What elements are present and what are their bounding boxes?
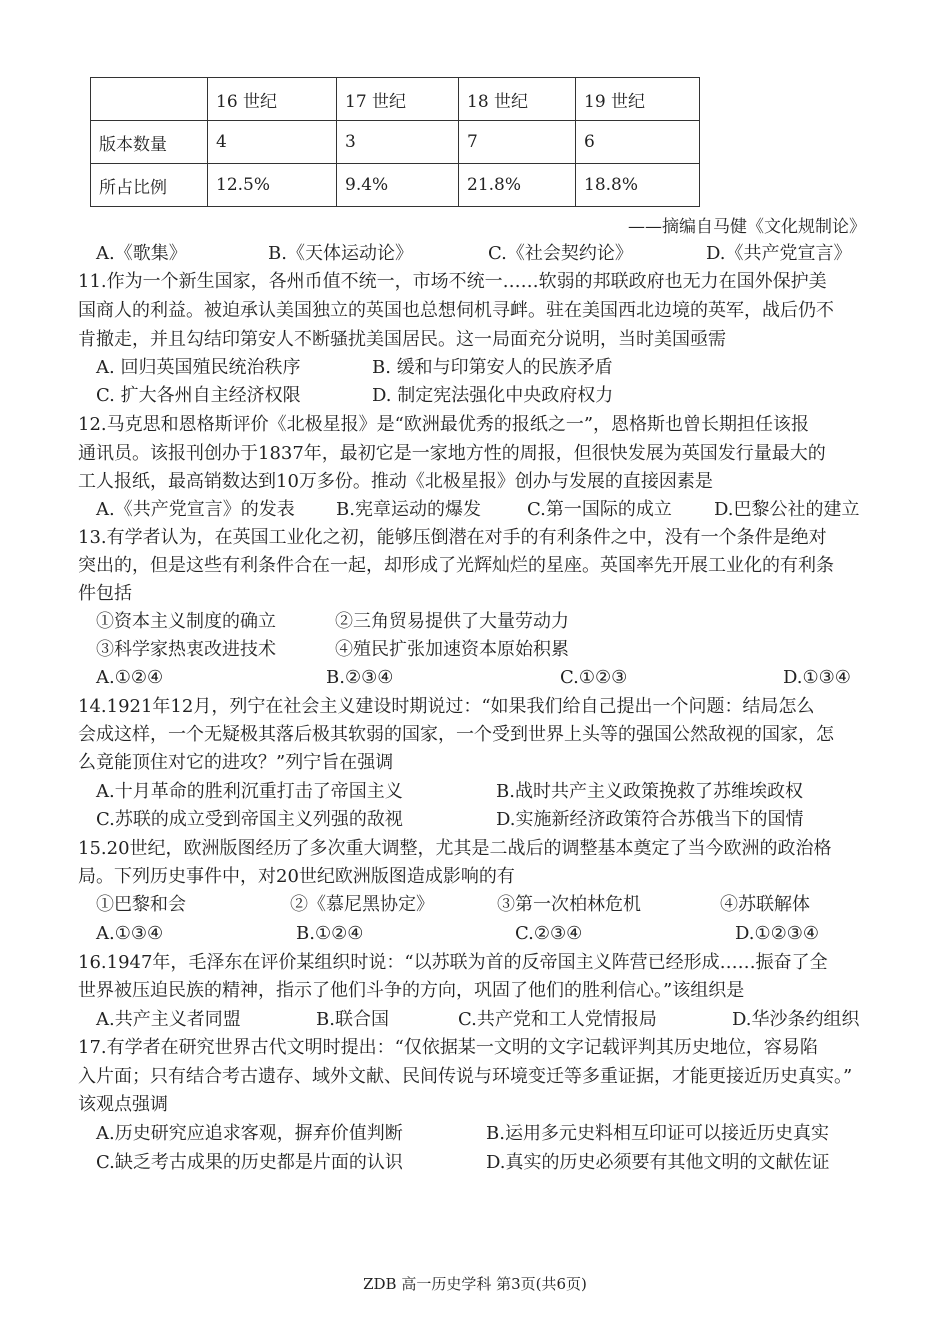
q14-option-c[interactable]: C.苏联的成立受到帝国主义列强的敌视 xyxy=(96,809,403,830)
q17-option-c[interactable]: C.缺乏考古成果的历史都是片面的认识 xyxy=(96,1152,403,1173)
q16-option-a[interactable]: A.共产主义者同盟 xyxy=(96,1009,241,1030)
table-cell: 17 世纪 xyxy=(337,78,459,121)
q13-option-c[interactable]: C.①②③ xyxy=(560,667,628,688)
q17-stem-line: 17.有学者在研究世界古代文明时提出：“仅依据某一文明的文字记载评判其历史地位，容易陷 xyxy=(78,1037,818,1058)
q14-stem-line: 么竟能顶住对它的进攻？”列宁旨在强调 xyxy=(78,752,394,773)
q10-option-b[interactable]: B.《天体运动论》 xyxy=(268,243,413,264)
table-cell: 3 xyxy=(337,121,459,164)
q12-option-d[interactable]: D.巴黎公社的建立 xyxy=(714,499,860,520)
q13-item: ④殖民扩张加速资本原始积累 xyxy=(335,639,569,660)
q12-stem-line: 通讯员。该报刊创办于1837年，最初它是一家地方性的周报，但很快发展为英国发行量最大的 xyxy=(78,443,826,464)
q11-stem-line: 11.作为一个新生国家，各州币值不统一，市场不统一……软弱的邦联政府也无力在国外保护美 xyxy=(78,271,827,292)
q13-item: ②三角贸易提供了大量劳动力 xyxy=(335,611,569,632)
q15-option-b[interactable]: B.①②④ xyxy=(296,923,364,944)
q10-option-d[interactable]: D.《共产党宣言》 xyxy=(706,243,852,264)
q14-stem-line: 14.1921年12月，列宁在社会主义建设时期说过：“如果我们给自己提出一个问题：结局怎么 xyxy=(78,696,815,717)
q13-stem-line: 13.有学者认为，在英国工业化之初，能够压倒潜在对手的有利条件之中，没有一个条件是绝对 xyxy=(78,527,827,548)
q16-stem-line: 16.1947年，毛泽东在评价某组织时说：“以苏联为首的反帝国主义阵营已经形成……振奋了全 xyxy=(78,952,828,973)
q12-stem-line: 工人报纸，最高销数达到10万多份。推动《北极星报》创办与发展的直接因素是 xyxy=(78,471,713,492)
source-citation: ——摘编自马健《文化规制论》 xyxy=(628,217,866,237)
q15-item: ②《慕尼黑协定》 xyxy=(290,894,434,915)
q13-stem-line: 突出的，但是这些有利条件合在一起，却形成了光辉灿烂的星座。英国率先开展工业化的有利条 xyxy=(78,555,834,576)
q13-option-b[interactable]: B.②③④ xyxy=(326,667,394,688)
q15-item: ④苏联解体 xyxy=(720,894,810,915)
q16-stem-line: 世界被压迫民族的精神，指示了他们斗争的方向，巩固了他们的胜利信心。”该组织是 xyxy=(78,980,745,1001)
q14-option-b[interactable]: B.战时共产主义政策挽救了苏维埃政权 xyxy=(496,781,803,802)
q15-item: ③第一次柏林危机 xyxy=(497,894,641,915)
q12-stem-line: 12.马克思和恩格斯评价《北极星报》是“欧洲最优秀的报纸之一”，恩格斯也曾长期担任该报 xyxy=(78,414,810,435)
q10-option-a[interactable]: A.《歌集》 xyxy=(96,243,187,264)
table-cell: 9.4% xyxy=(337,164,459,207)
q12-option-a[interactable]: A.《共产党宣言》的发表 xyxy=(96,499,295,520)
table-row xyxy=(91,121,700,164)
q11-option-b[interactable]: B. 缓和与印第安人的民族矛盾 xyxy=(372,357,613,378)
table-cell: 18.8% xyxy=(576,164,700,207)
q15-option-c[interactable]: C.②③④ xyxy=(515,923,583,944)
q13-stem-line: 件包括 xyxy=(78,583,132,604)
q10-option-c[interactable]: C.《社会契约论》 xyxy=(488,243,633,264)
q11-stem-line: 国商人的利益。被迫承认美国独立的英国也总想伺机寻衅。驻在美国西北边境的英军，战后仍不 xyxy=(78,300,834,321)
table-cell: 12.5% xyxy=(208,164,337,207)
q12-option-c[interactable]: C.第一国际的成立 xyxy=(527,499,672,520)
q16-option-c[interactable]: C.共产党和工人党情报局 xyxy=(458,1009,657,1030)
q11-option-a[interactable]: A. 回归英国殖民统治秩序 xyxy=(96,357,301,378)
q17-option-b[interactable]: B.运用多元史料相互印证可以接近历史真实 xyxy=(486,1123,829,1144)
data-table xyxy=(90,77,700,207)
q14-option-a[interactable]: A.十月革命的胜利沉重打击了帝国主义 xyxy=(96,781,403,802)
q17-stem-line: 入片面；只有结合考古遗存、域外文献、民间传说与环境变迁等多重证据，才能更接近历史真实。” xyxy=(78,1066,853,1087)
q15-stem-line: 局。下列历史事件中，对20世纪欧洲版图造成影响的有 xyxy=(78,866,515,887)
q11-option-c[interactable]: C. 扩大各州自主经济权限 xyxy=(96,385,301,406)
table-cell: 19 世纪 xyxy=(576,78,700,121)
q17-option-a[interactable]: A.历史研究应追求客观，摒弃价值判断 xyxy=(96,1123,403,1144)
q14-option-d[interactable]: D.实施新经济政策符合苏俄当下的国情 xyxy=(496,809,804,830)
page-footer: ZDB 高一历史学科 第3页(共6页) xyxy=(363,1275,587,1293)
q11-stem-line: 肯撤走，并且勾结印第安人不断骚扰美国居民。这一局面充分说明，当时美国亟需 xyxy=(78,329,726,350)
q17-option-d[interactable]: D.真实的历史必须要有其他文明的文献佐证 xyxy=(486,1152,830,1173)
q17-stem-line: 该观点强调 xyxy=(78,1094,168,1115)
table-header-row xyxy=(91,78,700,121)
table-cell xyxy=(91,78,208,121)
table-row xyxy=(91,164,700,207)
q13-option-a[interactable]: A.①②④ xyxy=(96,667,164,688)
table-cell: 所占比例 xyxy=(91,164,208,207)
q16-option-b[interactable]: B.联合国 xyxy=(316,1009,389,1030)
table-cell: 16 世纪 xyxy=(208,78,337,121)
q16-option-d[interactable]: D.华沙条约组织 xyxy=(732,1009,860,1030)
q13-option-d[interactable]: D.①③④ xyxy=(783,667,851,688)
q12-option-b[interactable]: B.宪章运动的爆发 xyxy=(336,499,481,520)
q15-option-d[interactable]: D.①②③④ xyxy=(735,923,820,944)
table-cell: 版本数量 xyxy=(91,121,208,164)
q15-stem-line: 15.20世纪，欧洲版图经历了多次重大调整，尤其是二战后的调整基本奠定了当今欧洲的政治格 xyxy=(78,838,832,859)
q13-item: ③科学家热衷改进技术 xyxy=(96,639,276,660)
table-cell: 21.8% xyxy=(459,164,576,207)
q15-item: ①巴黎和会 xyxy=(96,894,186,915)
table-cell: 4 xyxy=(208,121,337,164)
q11-option-d[interactable]: D. 制定宪法强化中央政府权力 xyxy=(372,385,614,406)
q13-item: ①资本主义制度的确立 xyxy=(96,611,276,632)
table-cell: 6 xyxy=(576,121,700,164)
q15-option-a[interactable]: A.①③④ xyxy=(96,923,164,944)
q14-stem-line: 会成这样，一个无疑极其落后极其软弱的国家，一个受到世界上头等的强国公然敌视的国家，怎 xyxy=(78,724,834,745)
table-cell: 7 xyxy=(459,121,576,164)
table-cell: 18 世纪 xyxy=(459,78,576,121)
